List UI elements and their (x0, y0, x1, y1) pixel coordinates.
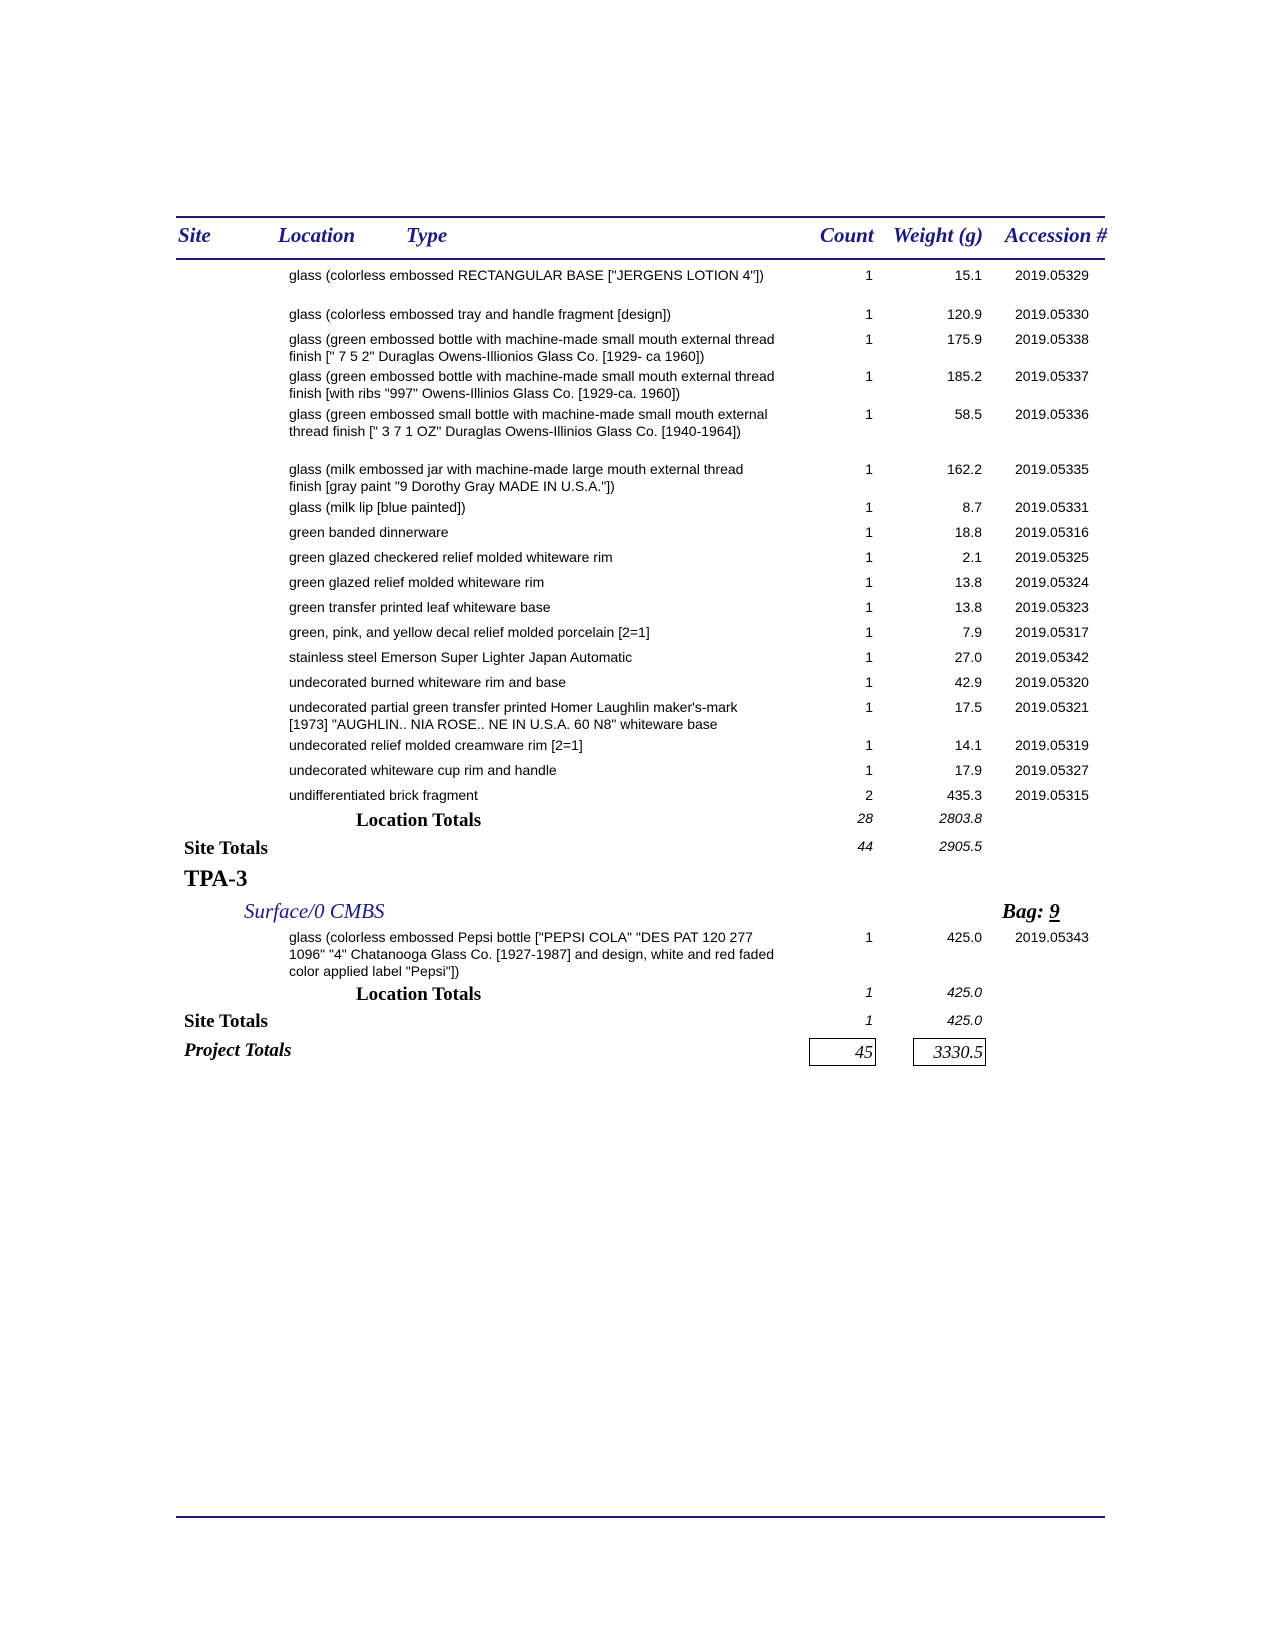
row-weight: 175.9 (946, 331, 982, 347)
row-count: 1 (865, 306, 873, 322)
location-totals-count: 1 (865, 984, 873, 1000)
row-accession: 2019.05324 (1015, 574, 1089, 590)
row-count: 1 (865, 499, 873, 515)
row-weight: 13.8 (954, 599, 982, 615)
row-accession: 2019.05336 (1015, 406, 1089, 422)
row-type: green glazed relief molded whiteware rim (289, 574, 545, 590)
site-totals-weight: 2905.5 (939, 838, 982, 854)
row-weight: 8.7 (962, 499, 982, 515)
row-type: green, pink, and yellow decal relief molded porcelain [2=1] (289, 624, 650, 640)
header-weight: Weight (g) (893, 223, 984, 247)
project-totals-count: 45 (809, 1038, 876, 1066)
header-accession: Accession # (1005, 223, 1108, 247)
row-weight: 27.0 (954, 649, 982, 665)
site-totals-label: Site Totals (184, 1011, 268, 1032)
row-type: green glazed checkered relief molded whiteware rim (289, 549, 613, 565)
row-accession: 2019.05329 (1015, 267, 1089, 283)
row-type: glass (colorless embossed Pepsi bottle ["PEPSI COLA" "DES PAT 120 277 1096" "4" Chatanooga Glass Co. [1927-1987] and design, white and red faded color applied label "Pepsi"]) (289, 929, 775, 979)
row-count: 1 (865, 624, 873, 640)
row-accession: 2019.05338 (1015, 331, 1089, 347)
row-type: glass (green embossed bottle with machine-made small mouth external thread finish [" 7 5 2" Duraglas Owens-Illionios Glass Co. [1929- ca 1960]) (289, 331, 775, 364)
row-count: 1 (865, 524, 873, 540)
row-accession: 2019.05331 (1015, 499, 1089, 515)
row-count: 1 (865, 929, 873, 945)
site-totals-count: 44 (857, 838, 873, 854)
row-weight: 15.1 (954, 267, 982, 283)
location-totals-count: 28 (857, 810, 873, 826)
row-count: 1 (865, 368, 873, 384)
site-totals-weight: 425.0 (946, 1012, 982, 1028)
location-totals-label: Location Totals (356, 984, 482, 1005)
row-type: undifferentiated brick fragment (289, 787, 478, 803)
row-count: 2 (865, 787, 873, 803)
row-weight: 185.2 (946, 368, 982, 384)
row-count: 1 (865, 649, 873, 665)
row-count: 1 (865, 574, 873, 590)
row-count: 1 (865, 599, 873, 615)
row-accession: 2019.05337 (1015, 368, 1089, 384)
row-weight: 7.9 (962, 624, 982, 640)
bag-info (1002, 899, 1060, 924)
header-location: Location (278, 223, 355, 247)
row-count: 1 (865, 737, 873, 753)
row-type: undecorated whiteware cup rim and handle (289, 762, 557, 778)
row-count: 1 (865, 699, 873, 715)
row-weight: 42.9 (954, 674, 982, 690)
row-accession: 2019.05317 (1015, 624, 1089, 640)
row-weight: 425.0 (946, 929, 982, 945)
row-type: green banded dinnerware (289, 524, 449, 540)
row-count: 1 (865, 267, 873, 283)
row-accession: 2019.05343 (1015, 929, 1089, 945)
row-accession: 2019.05316 (1015, 524, 1089, 540)
bag-number: 9 (1049, 899, 1060, 923)
row-count: 1 (865, 549, 873, 565)
row-accession: 2019.05342 (1015, 649, 1089, 665)
row-count: 1 (865, 461, 873, 477)
row-accession: 2019.05335 (1015, 461, 1089, 477)
row-accession: 2019.05323 (1015, 599, 1089, 615)
row-accession: 2019.05319 (1015, 737, 1089, 753)
header-bottom-rule (176, 258, 1105, 260)
row-weight: 58.5 (954, 406, 982, 422)
row-weight: 2.1 (962, 549, 982, 565)
header-count: Count (820, 223, 874, 247)
row-accession: 2019.05327 (1015, 762, 1089, 778)
project-totals-weight: 3330.5 (913, 1038, 986, 1066)
header-type: Type (406, 223, 448, 247)
row-count: 1 (865, 331, 873, 347)
row-type: glass (green embossed bottle with machine-made small mouth external thread finish [with ribs "997" Owens-Illinios Glass Co. [1929-ca. 1960]) (289, 368, 775, 401)
location-totals-weight: 2803.8 (939, 810, 982, 826)
row-accession: 2019.05315 (1015, 787, 1089, 803)
row-accession: 2019.05321 (1015, 699, 1089, 715)
header-top-rule (176, 216, 1105, 218)
row-accession: 2019.05330 (1015, 306, 1089, 322)
row-type: stainless steel Emerson Super Lighter Japan Automatic (289, 649, 633, 665)
row-type: undecorated relief molded creamware rim [2=1] (289, 737, 583, 753)
row-type: glass (milk lip [blue painted]) (289, 499, 466, 515)
row-type: glass (milk embossed jar with machine-made large mouth external thread finish [gray paint "9 Dorothy Gray MADE IN U.S.A."]) (289, 461, 744, 494)
row-weight: 17.5 (954, 699, 982, 715)
row-type: undecorated partial green transfer printed Homer Laughlin maker's-mark [1973] "AUGHLIN.. NIA ROSE.. NE IN U.S.A. 60 N8" whiteware base (289, 699, 738, 732)
row-type: glass (colorless embossed RECTANGULAR BASE ["JERGENS LOTION 4"]) (289, 267, 764, 283)
row-accession: 2019.05325 (1015, 549, 1089, 565)
row-accession: 2019.05320 (1015, 674, 1089, 690)
row-type: glass (green embossed small bottle with machine-made small mouth external thread finish [" 3 7 1 OZ" Duraglas Owens-Illinios Glass Co. [1940-1964]) (289, 406, 768, 439)
header-site: Site (178, 223, 211, 247)
location-name: Surface/0 CMBS (244, 899, 385, 923)
site-totals-count: 1 (865, 1012, 873, 1028)
row-type: glass (colorless embossed tray and handle fragment [design]) (289, 306, 672, 322)
row-weight: 162.2 (946, 461, 982, 477)
row-type: undecorated burned whiteware rim and base (289, 674, 567, 690)
row-weight: 18.8 (954, 524, 982, 540)
row-weight: 14.1 (954, 737, 982, 753)
row-weight: 120.9 (946, 306, 982, 322)
footer-rule (176, 1516, 1105, 1518)
site-name: TPA-3 (184, 866, 248, 891)
row-weight: 13.8 (954, 574, 982, 590)
row-type: green transfer printed leaf whiteware base (289, 599, 551, 615)
location-totals-label: Location Totals (356, 810, 482, 831)
site-totals-label: Site Totals (184, 838, 268, 859)
location-totals-weight: 425.0 (946, 984, 982, 1000)
row-count: 1 (865, 762, 873, 778)
project-totals-label: Project Totals (184, 1040, 292, 1061)
row-count: 1 (865, 406, 873, 422)
row-weight: 435.3 (946, 787, 982, 803)
row-weight: 17.9 (954, 762, 982, 778)
row-count: 1 (865, 674, 873, 690)
bag-label: Bag: (1002, 899, 1044, 923)
